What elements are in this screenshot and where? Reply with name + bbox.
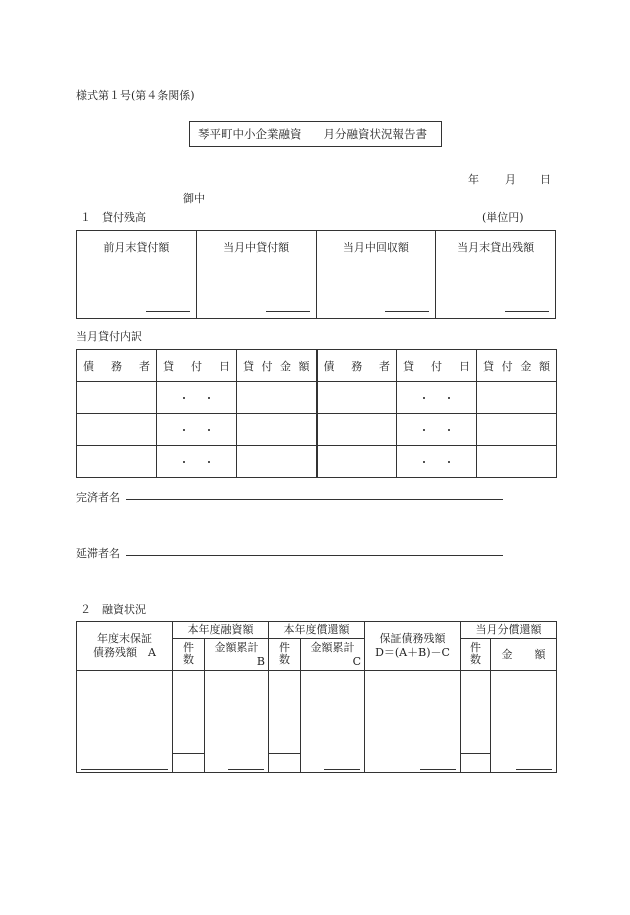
unit-label: (単位円) xyxy=(482,211,524,224)
breakdown-heading: 当月貸付内訳 xyxy=(76,330,142,343)
status-table xyxy=(76,621,557,773)
balance-table xyxy=(76,230,556,319)
report-title xyxy=(189,121,442,147)
header-count: 件数 xyxy=(461,639,491,671)
header-guarantee-balance: 保証債務残額 D＝(A＋B)－C xyxy=(365,622,461,671)
table-row xyxy=(77,622,557,639)
table-row xyxy=(77,414,557,446)
breakdown-table xyxy=(76,349,557,478)
date-dots: ・・ xyxy=(157,414,237,446)
header-amount: 貸付金額 xyxy=(477,350,557,382)
date-year: 年 xyxy=(468,173,479,186)
header-count: 件数 xyxy=(173,639,205,671)
addressee: 御中 xyxy=(183,192,205,205)
header-debtor: 債務者 xyxy=(77,350,157,382)
cell-month-end-balance: 当月末貸出残額 xyxy=(436,231,556,319)
title-part2: 月分融資状況報告書 xyxy=(323,127,427,141)
cell-month-collected: 当月中回収額 xyxy=(316,231,436,319)
cell-guarantee-balance xyxy=(365,671,461,773)
table-row xyxy=(77,446,557,478)
cell-month-lent: 当月中貸付額 xyxy=(196,231,316,319)
date-dots: ・・ xyxy=(157,446,237,478)
date-month: 月 xyxy=(505,173,516,186)
title-part1: 琴平町中小企業融資 xyxy=(198,127,302,141)
date-dots: ・・ xyxy=(157,382,237,414)
section1-heading: １ 貸付残高 xyxy=(80,211,146,224)
header-loan-amount: 本年度融資額 xyxy=(173,622,269,639)
completed-label: 完済者名 xyxy=(76,491,120,504)
header-count: 件数 xyxy=(269,639,301,671)
date-dots: ・・ xyxy=(397,382,477,414)
table-row xyxy=(77,382,557,414)
date-dots: ・・ xyxy=(397,414,477,446)
date-dots: ・・ xyxy=(397,446,477,478)
header-repay-amount: 本年度償還額 xyxy=(269,622,365,639)
date-day: 日 xyxy=(540,173,551,186)
section2-heading: ２ 融資状況 xyxy=(80,603,146,616)
header-monthly-repay: 当月分償還額 xyxy=(461,622,557,639)
header-date: 貸付日 xyxy=(397,350,477,382)
overdue-line xyxy=(126,555,503,556)
header-debtor: 債務者 xyxy=(317,350,397,382)
table-row xyxy=(77,671,557,754)
header-cumulative-b: 金額累計 B xyxy=(205,639,269,671)
completed-line xyxy=(126,499,503,500)
table-row xyxy=(77,350,557,382)
form-number: 様式第１号(第４条関係) xyxy=(76,89,195,102)
header-date: 貸付日 xyxy=(157,350,237,382)
overdue-label: 延滞者名 xyxy=(76,547,120,560)
header-amount: 金 額 xyxy=(491,639,557,671)
header-prior-balance: 年度末保証 債務残額 A xyxy=(77,622,173,671)
cell-prior-balance xyxy=(77,671,173,773)
cell-prev-month: 前月末貸付額 xyxy=(77,231,197,319)
header-cumulative-c: 金額累計 C xyxy=(301,639,365,671)
header-amount: 貸付金額 xyxy=(237,350,317,382)
